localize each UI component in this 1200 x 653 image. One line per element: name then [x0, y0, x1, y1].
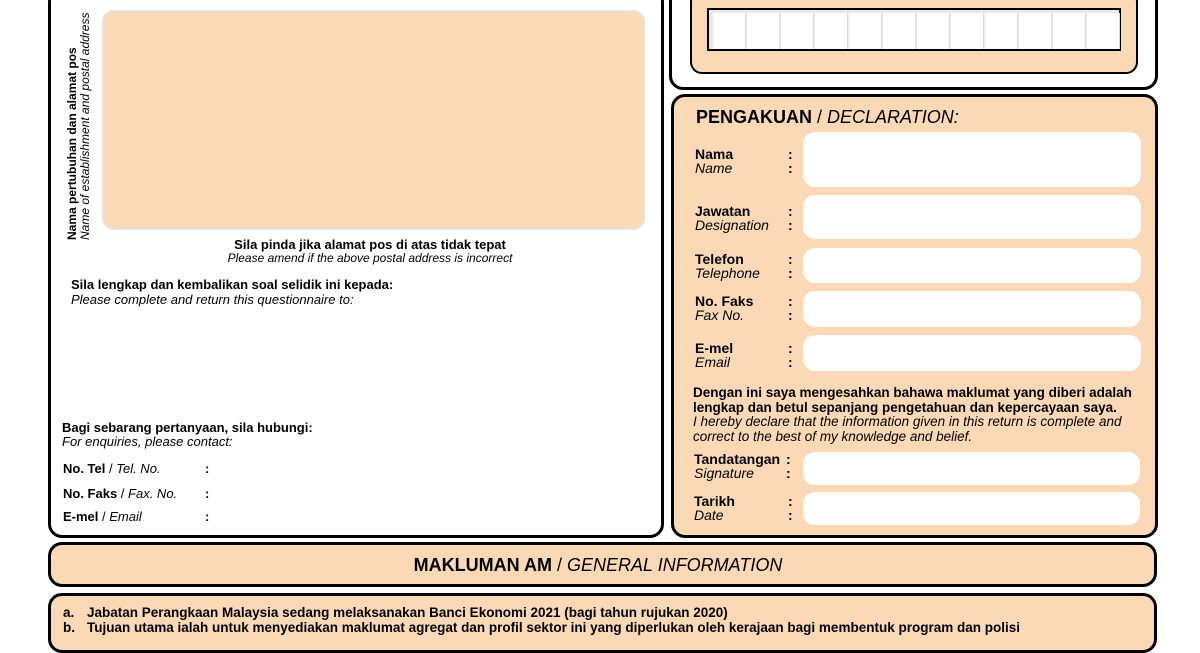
note-item — [63, 605, 1143, 620]
date-label-bold: Tarikh — [694, 493, 735, 509]
id-code-cell[interactable] — [883, 13, 916, 49]
id-code-cell[interactable] — [815, 13, 848, 49]
id-code-cell[interactable] — [1019, 13, 1052, 49]
postal-address-box[interactable] — [102, 10, 645, 230]
telephone-field[interactable] — [803, 248, 1141, 283]
name-label-bold: Nama — [695, 146, 734, 162]
note-item — [63, 620, 1143, 635]
general-info-title-bold: MAKLUMAN AM — [413, 555, 552, 575]
date-label — [694, 494, 735, 522]
fax-field[interactable] — [803, 291, 1141, 327]
general-info-title-sep: / — [551, 555, 567, 575]
designation-label-bold: Jawatan — [695, 203, 751, 219]
email-field[interactable] — [803, 335, 1141, 371]
declaration-title-italic: DECLARATION: — [827, 107, 959, 127]
id-code-cell[interactable] — [713, 13, 746, 49]
signature-label-italic: Signature — [694, 465, 754, 481]
signature-colon: : : — [786, 451, 791, 481]
establishment-label-italic: Name of establishment and postal address — [78, 12, 92, 240]
contact-fax-colon: : — [205, 486, 210, 501]
declaration-statement — [693, 386, 1132, 444]
contact-email-colon: : — [205, 509, 210, 524]
telephone-colon: : : — [788, 251, 793, 281]
general-info-title-italic: GENERAL INFORMATION — [566, 555, 783, 575]
id-code-cell[interactable] — [1053, 13, 1086, 49]
telephone-label-italic: Telephone — [695, 265, 760, 281]
id-code-cell[interactable] — [951, 13, 984, 49]
date-colon: : : — [788, 493, 793, 523]
declaration-title-sep: / — [812, 107, 828, 127]
contact-fax-bold: No. Faks — [63, 486, 118, 501]
name-label-italic: Name — [695, 160, 733, 176]
contact-fax-italic: Fax. No. — [128, 486, 178, 501]
telephone-label — [695, 252, 760, 280]
designation-colon: : : — [788, 203, 793, 233]
statement-bold-line-1: Dengan ini saya mengesahkan bahawa maklumat yang diberi adalah — [693, 385, 1132, 400]
date-label-italic: Date — [694, 507, 724, 523]
designation-field[interactable] — [803, 195, 1141, 239]
enquiry-heading-italic: For enquiries, please contact: — [62, 434, 233, 449]
id-code-cell[interactable] — [849, 13, 882, 49]
contact-fax-sep: / — [117, 486, 129, 501]
contact-tel-colon: : — [205, 461, 210, 476]
id-code-cell[interactable] — [917, 13, 950, 49]
id-code-cell[interactable] — [1087, 13, 1120, 49]
id-code-cell[interactable] — [781, 13, 814, 49]
return-instruction-italic: Please complete and return this questionnaire to: — [71, 292, 354, 307]
id-code-boxes[interactable] — [707, 8, 1121, 51]
signature-label-bold: Tandatangan — [694, 451, 781, 467]
declaration-title-bold: PENGAKUAN — [696, 107, 813, 127]
contact-tel-sep: / — [105, 461, 117, 476]
id-code-cell[interactable] — [985, 13, 1018, 49]
contact-tel — [63, 461, 161, 476]
declaration-title — [696, 107, 959, 128]
date-field[interactable] — [803, 492, 1140, 525]
fax-label — [695, 294, 753, 322]
designation-label — [695, 204, 769, 232]
contact-email-bold: E-mel — [63, 509, 99, 524]
note-text: Tujuan utama ialah untuk menyediakan maklumat agregat dan profil sektor ini yang diperlukan oleh kerajaan bagi membentuk program dan polisi — [87, 620, 1020, 635]
signature-label — [694, 452, 780, 480]
email-label-italic: Email — [695, 354, 731, 370]
name-colon: : : — [788, 146, 793, 176]
statement-italic-line-2: correct to the best of my knowledge and belief. — [693, 428, 973, 444]
fax-label-bold: No. Faks — [695, 293, 754, 309]
telephone-label-bold: Telefon — [695, 251, 744, 267]
note-marker: a. — [63, 605, 75, 620]
general-info-title — [48, 555, 1148, 576]
signature-field[interactable] — [803, 452, 1140, 485]
designation-label-italic: Designation — [695, 217, 769, 233]
statement-italic-line-1: I hereby declare that the information given in this return is complete and — [693, 414, 1122, 429]
name-label — [695, 147, 733, 175]
fax-label-italic: Fax No. — [695, 307, 745, 323]
id-code-cell[interactable] — [747, 13, 780, 49]
contact-tel-italic: Tel. No. — [116, 461, 161, 476]
email-label-bold: E-mel — [695, 340, 734, 356]
establishment-address-label — [66, 0, 92, 240]
contact-tel-bold: No. Tel — [63, 461, 106, 476]
fax-colon: : : — [788, 293, 793, 323]
name-field[interactable] — [803, 132, 1141, 187]
notes-list — [63, 605, 1143, 635]
contact-email-italic: Email — [109, 509, 142, 524]
amend-notice-italic: Please amend if the above postal address is incorrect — [227, 251, 513, 265]
contact-email — [63, 509, 142, 524]
note-text: Jabatan Perangkaan Malaysia sedang melaksanakan Banci Ekonomi 2021 (bagi tahun rujukan 2020) — [87, 605, 728, 620]
amend-notice-bold: Sila pinda jika alamat pos di atas tidak tepat — [234, 237, 506, 252]
contact-email-sep: / — [98, 509, 110, 524]
email-colon: : : — [788, 340, 793, 370]
establishment-label-bold: Nama pertubuhan dan alamat pos — [65, 47, 79, 240]
statement-bold-line-2: lengkap dan betul sepanjang pengetahuan dan kepercayaan saya. — [693, 399, 1117, 415]
return-instruction-bold: Sila lengkap dan kembalikan soal selidik ini kepada: — [71, 277, 394, 292]
note-marker: b. — [63, 620, 75, 635]
email-label — [695, 341, 733, 369]
enquiry-heading-bold: Bagi sebarang pertanyaan, sila hubungi: — [62, 420, 313, 435]
contact-fax — [63, 486, 177, 501]
